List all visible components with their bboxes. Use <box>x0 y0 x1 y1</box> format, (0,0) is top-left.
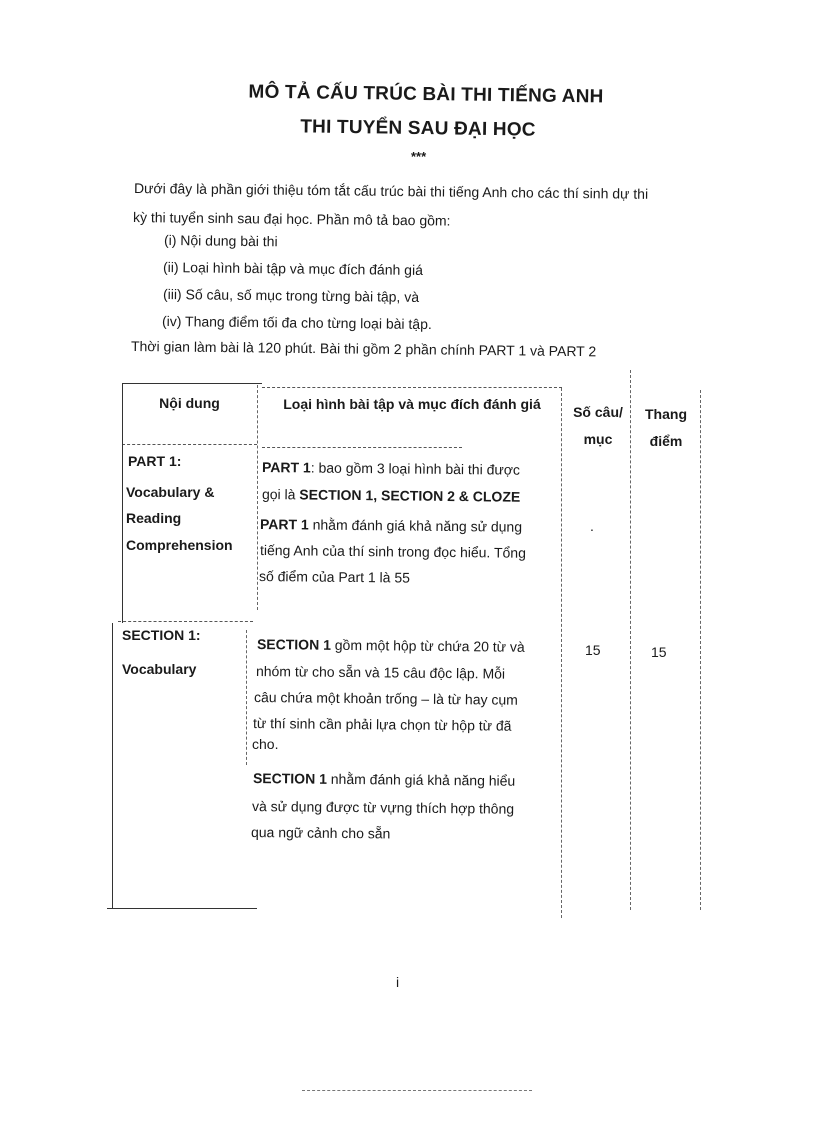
table-column-divider <box>630 370 631 910</box>
header-scale: điểm <box>649 433 683 449</box>
part1-subtitle: Vocabulary & <box>126 484 215 500</box>
section1-purpose: qua ngữ cảnh cho sẵn <box>250 824 391 842</box>
section1-description: cho. <box>252 736 279 752</box>
document-title: MÔ TẢ CẤU TRÚC BÀI THI TIẾNG ANH <box>248 81 604 108</box>
part1-description: PART 1: bao gồm 3 loại hình bài thi được <box>261 459 521 478</box>
table-border-right <box>700 390 701 910</box>
section1-purpose: và sử dụng được từ vựng thích hợp thông <box>251 798 515 817</box>
part1-subtitle: Comprehension <box>126 537 233 553</box>
intro-paragraph-line1: Dưới đây là phần giới thiệu tóm tắt cấu trúc bài thi tiếng Anh cho các thí sinh dự thi <box>133 180 649 202</box>
part1-purpose: tiếng Anh của thí sinh trong đọc hiểu. Tổng <box>259 542 527 561</box>
header-scale: Thang <box>645 406 687 422</box>
table-column-divider <box>561 388 562 918</box>
intro-duration: Thời gian làm bài là 120 phút. Bài thi gồm 2 phần chính PART 1 và PART 2 <box>130 338 597 360</box>
list-item: (iii) Số câu, số mục trong từng bài tập, và <box>162 286 420 305</box>
header-count: Số câu/ <box>573 404 623 420</box>
list-item: (i) Nội dung bài thi <box>163 232 278 250</box>
table-row-divider <box>262 447 462 448</box>
header-count: mục <box>583 431 613 447</box>
header-exercise-type: Loại hình bài tập và mục đích đánh giá <box>283 396 541 412</box>
table-border-left <box>112 623 113 908</box>
section1-scale: 15 <box>651 644 667 660</box>
part1-title: PART 1: <box>128 453 182 469</box>
table-border-top <box>122 383 262 384</box>
table-border-top <box>262 387 562 388</box>
section1-subtitle: Vocabulary <box>122 661 197 677</box>
part1-subtitle: Reading <box>126 510 182 526</box>
table-column-divider <box>246 630 247 765</box>
list-item: (iv) Thang điểm tối đa cho từng loại bài tập. <box>161 313 432 333</box>
part1-description: gọi là SECTION 1, SECTION 2 & CLOZE <box>261 486 521 505</box>
part1-purpose: số điểm của Part 1 là 55 <box>258 568 411 586</box>
section1-purpose: SECTION 1 nhằm đánh giá khả năng hiểu <box>252 770 516 789</box>
page-number: i <box>396 974 400 990</box>
header-content: Nội dung <box>159 395 220 411</box>
table-border-bottom <box>107 908 257 909</box>
document-subtitle: THI TUYỂN SAU ĐẠI HỌC <box>300 116 536 141</box>
list-item: (ii) Loại hình bài tập và mục đích đánh giá <box>162 259 424 278</box>
section1-description: câu chứa một khoản trống – là từ hay cụm <box>253 689 518 708</box>
table-column-divider <box>257 385 258 610</box>
intro-paragraph-line2: kỳ thi tuyển sinh sau đại học. Phần mô tả bao gồm: <box>132 209 451 229</box>
section1-description: SECTION 1 gồm một hộp từ chứa 20 từ và <box>256 636 525 655</box>
section1-title: SECTION 1: <box>122 627 201 643</box>
section1-count: 15 <box>585 642 601 658</box>
scan-artifact-divider <box>302 1090 532 1091</box>
table-row-divider <box>122 444 257 445</box>
table-border-left <box>122 383 123 623</box>
table-row-divider <box>118 621 253 622</box>
part1-count: . <box>590 518 594 534</box>
part1-purpose: PART 1 nhằm đánh giá khả năng sử dụng <box>259 516 523 535</box>
section1-description: nhóm từ cho sẵn và 15 câu độc lập. Mỗi <box>255 663 506 682</box>
section1-description: từ thí sinh cần phải lựa chọn từ hộp từ đã <box>252 715 512 734</box>
title-separator: *** <box>411 149 427 164</box>
